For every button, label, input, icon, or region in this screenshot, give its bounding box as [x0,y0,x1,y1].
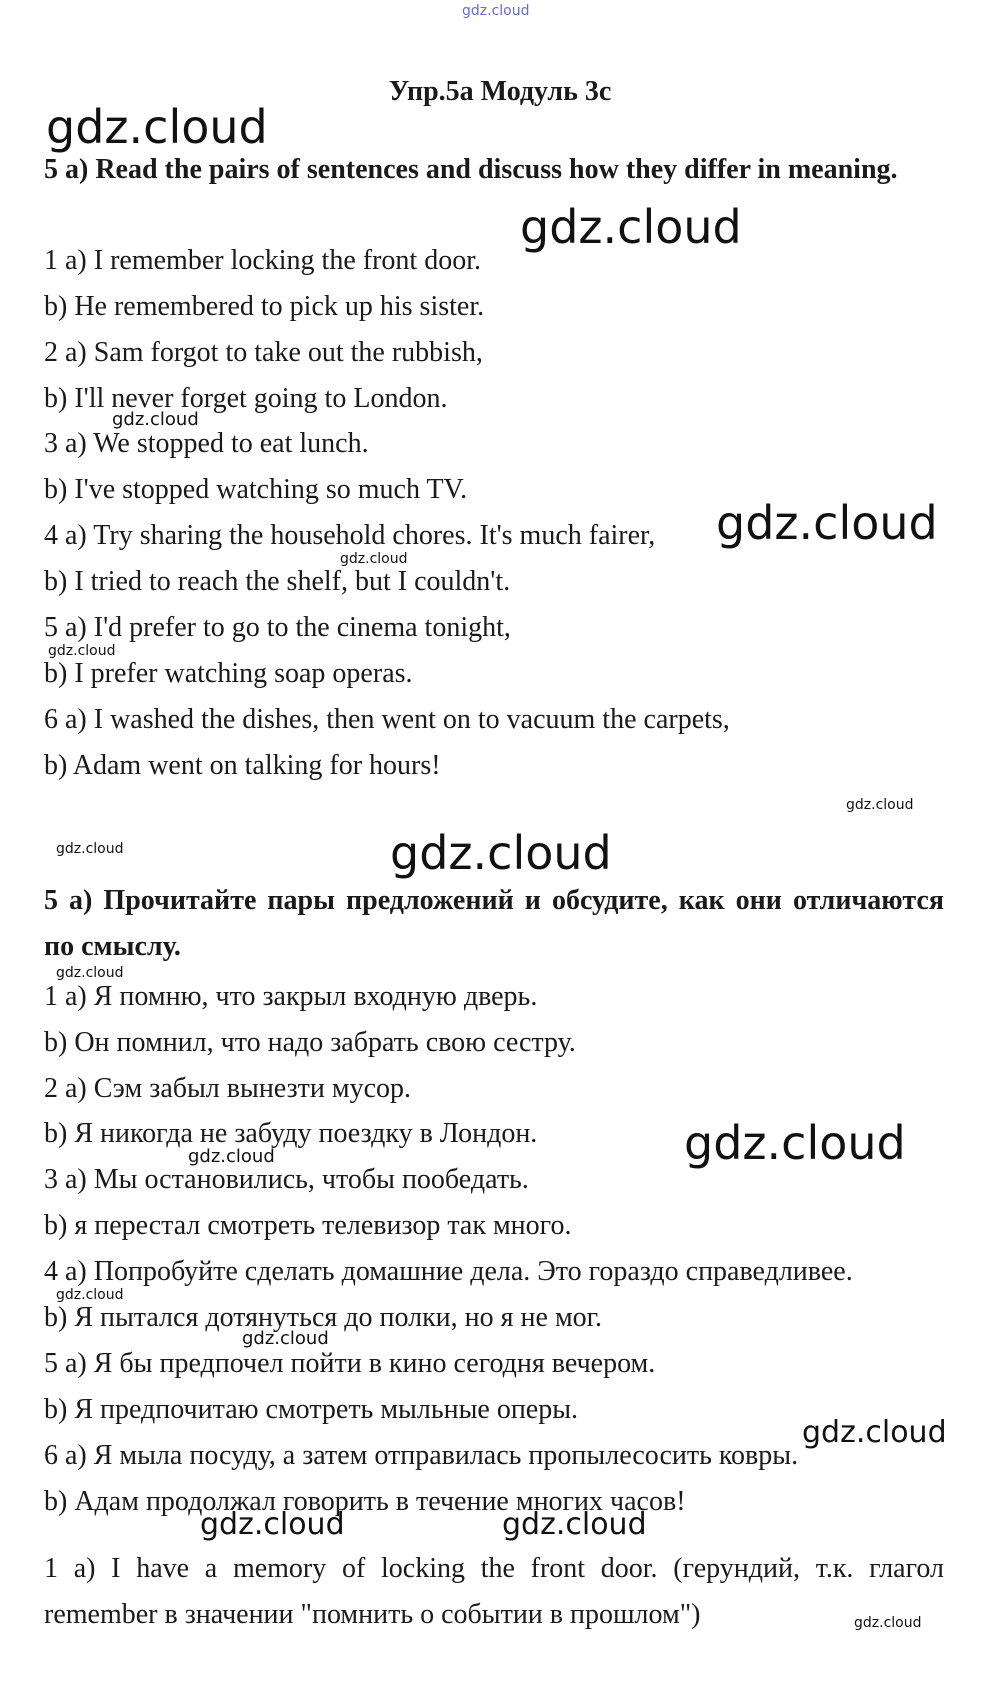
sentence-line: 6 a) I washed the dishes, then went on to vacuum the carpets, [44,704,730,735]
watermark: gdz.cloud [46,100,268,154]
sentence-line: 4 a) Try sharing the household chores. It's much fairer, [44,520,656,551]
watermark: gdz.cloud [846,797,914,813]
watermark: gdz.cloud [242,1328,329,1349]
watermark: gdz.cloud [854,1615,922,1631]
translation-line: 6 а) Я мыла посуду, а затем отправилась пропылесосить ковры. [44,1440,799,1471]
sentence-line: b) Adam went on talking for hours! [44,750,441,781]
watermark: gdz.cloud [684,1116,906,1170]
exercise-heading-russian: 5 а) Прочитайте пары предложений и обсудите, как они отличаются по смыслу. [44,885,944,962]
exercise-heading-english: 5 a) Read the pairs of sentences and discuss how they differ in meaning. [44,154,898,185]
watermark: gdz.cloud [56,1287,124,1303]
watermark: gdz.cloud [390,826,612,880]
translation-line: b) Я пытался дотянуться до полки, но я не мог. [44,1302,602,1333]
translation-line: b) Адам продолжал говорить в течение многих часов! [44,1486,686,1517]
watermark: gdz.cloud [200,1507,345,1542]
watermark: gdz.cloud [716,496,938,550]
translation-line: b) Он помнил, что надо забрать свою сестру. [44,1027,576,1058]
watermark: gdz.cloud [48,643,116,659]
sentence-line: 5 a) I'd prefer to go to the cinema tonight, [44,612,511,643]
sentence-line: 1 a) I remember locking the front door. [44,245,481,276]
watermark: gdz.cloud [112,409,199,430]
sentence-line: b) I prefer watching soap operas. [44,658,413,689]
watermark: gdz.cloud [188,1146,275,1167]
explanation-paragraph: 1 a) I have a memory of locking the front door. (герундий, т.к. глагол remember в значении "помнить о событии в прошлом") [44,1553,944,1630]
translation-line: 1 а) Я помню, что закрыл входную дверь. [44,981,538,1012]
sentence-line: b) He remembered to pick up his sister. [44,291,485,322]
translation-line: 3 а) Мы остановились, чтобы пообедать. [44,1164,529,1195]
translation-line: b) Я никогда не забуду поездку в Лондон. [44,1118,538,1149]
sentence-line: 3 a) We stopped to eat lunch. [44,428,369,459]
watermark: gdz.cloud [56,965,124,981]
sentence-line: b) I'll never forget going to London. [44,383,448,414]
sentence-line: b) I've stopped watching so much TV. [44,474,468,505]
translation-line: b) Я предпочитаю смотреть мыльные оперы. [44,1394,579,1425]
translation-line: 5 а) Я бы предпочел пойти в кино сегодня вечером. [44,1348,656,1379]
watermark: gdz.cloud [520,200,742,254]
translation-line: 2 а) Сэм забыл вынезти мусор. [44,1073,411,1104]
page-title: Упр.5а Модуль 3с [388,76,612,107]
sentence-line: b) I tried to reach the shelf, but I couldn't. [44,566,511,597]
sentence-line: 2 a) Sam forgot to take out the rubbish, [44,337,483,368]
watermark: gdz.cloud [340,551,408,567]
watermark: gdz.cloud [462,3,530,19]
translation-line: b) я перестал смотреть телевизор так много. [44,1210,572,1241]
watermark: gdz.cloud [56,841,124,857]
watermark: gdz.cloud [802,1415,947,1450]
translation-line: 4 а) Попробуйте сделать домашние дела. Это гораздо справедливее. [44,1256,853,1287]
watermark: gdz.cloud [502,1507,647,1542]
